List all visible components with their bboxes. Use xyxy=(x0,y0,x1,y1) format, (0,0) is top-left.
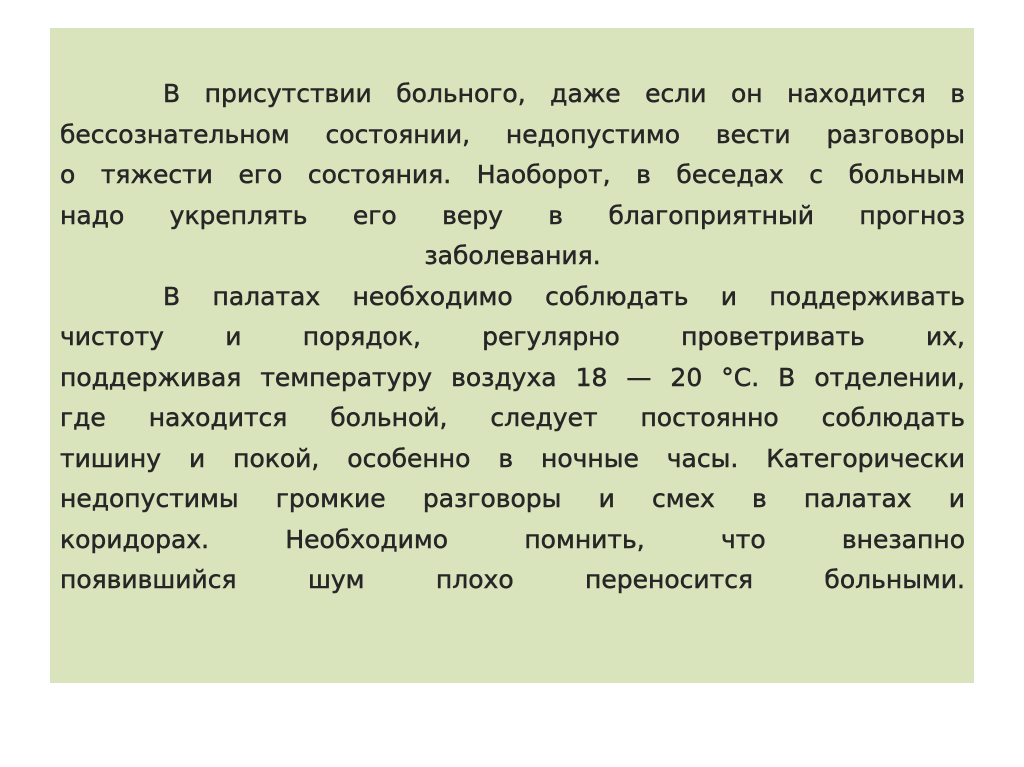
text-line: надо укреплять его веру в благоприятный прогноз xyxy=(60,200,965,230)
text-line: тишину и покой, особенно в ночные часы. Категорически xyxy=(60,443,965,473)
text-line: коридорах. Необходимо помнить, что внезапно xyxy=(60,524,965,554)
text-line: появившийся шум плохо переносится больными. xyxy=(60,565,965,594)
text-line: В присутствии больного, даже если он находится в xyxy=(163,79,965,108)
paragraph-2 xyxy=(60,277,965,601)
paragraph-1 xyxy=(60,74,965,277)
text-line: бессознательном состоянии, недопустимо вести разговоры xyxy=(60,119,965,149)
text-line: поддерживая температуру воздуха 18 — 20 °С. В отделении, xyxy=(60,362,965,392)
text-line: В палатах необходимо соблюдать и поддерживать xyxy=(163,281,965,311)
text-line: чистоту и порядок, регулярно проветривать их, xyxy=(60,322,965,351)
body-text xyxy=(60,74,965,601)
text-line: о тяжести его состояния. Наоборот, в беседах с больным xyxy=(60,160,965,189)
text-line: где находится больной, следует постоянно соблюдать xyxy=(60,403,965,432)
text-line: заболевания. xyxy=(424,241,601,270)
text-line: недопустимы громкие разговоры и смех в палатах и xyxy=(60,484,965,513)
